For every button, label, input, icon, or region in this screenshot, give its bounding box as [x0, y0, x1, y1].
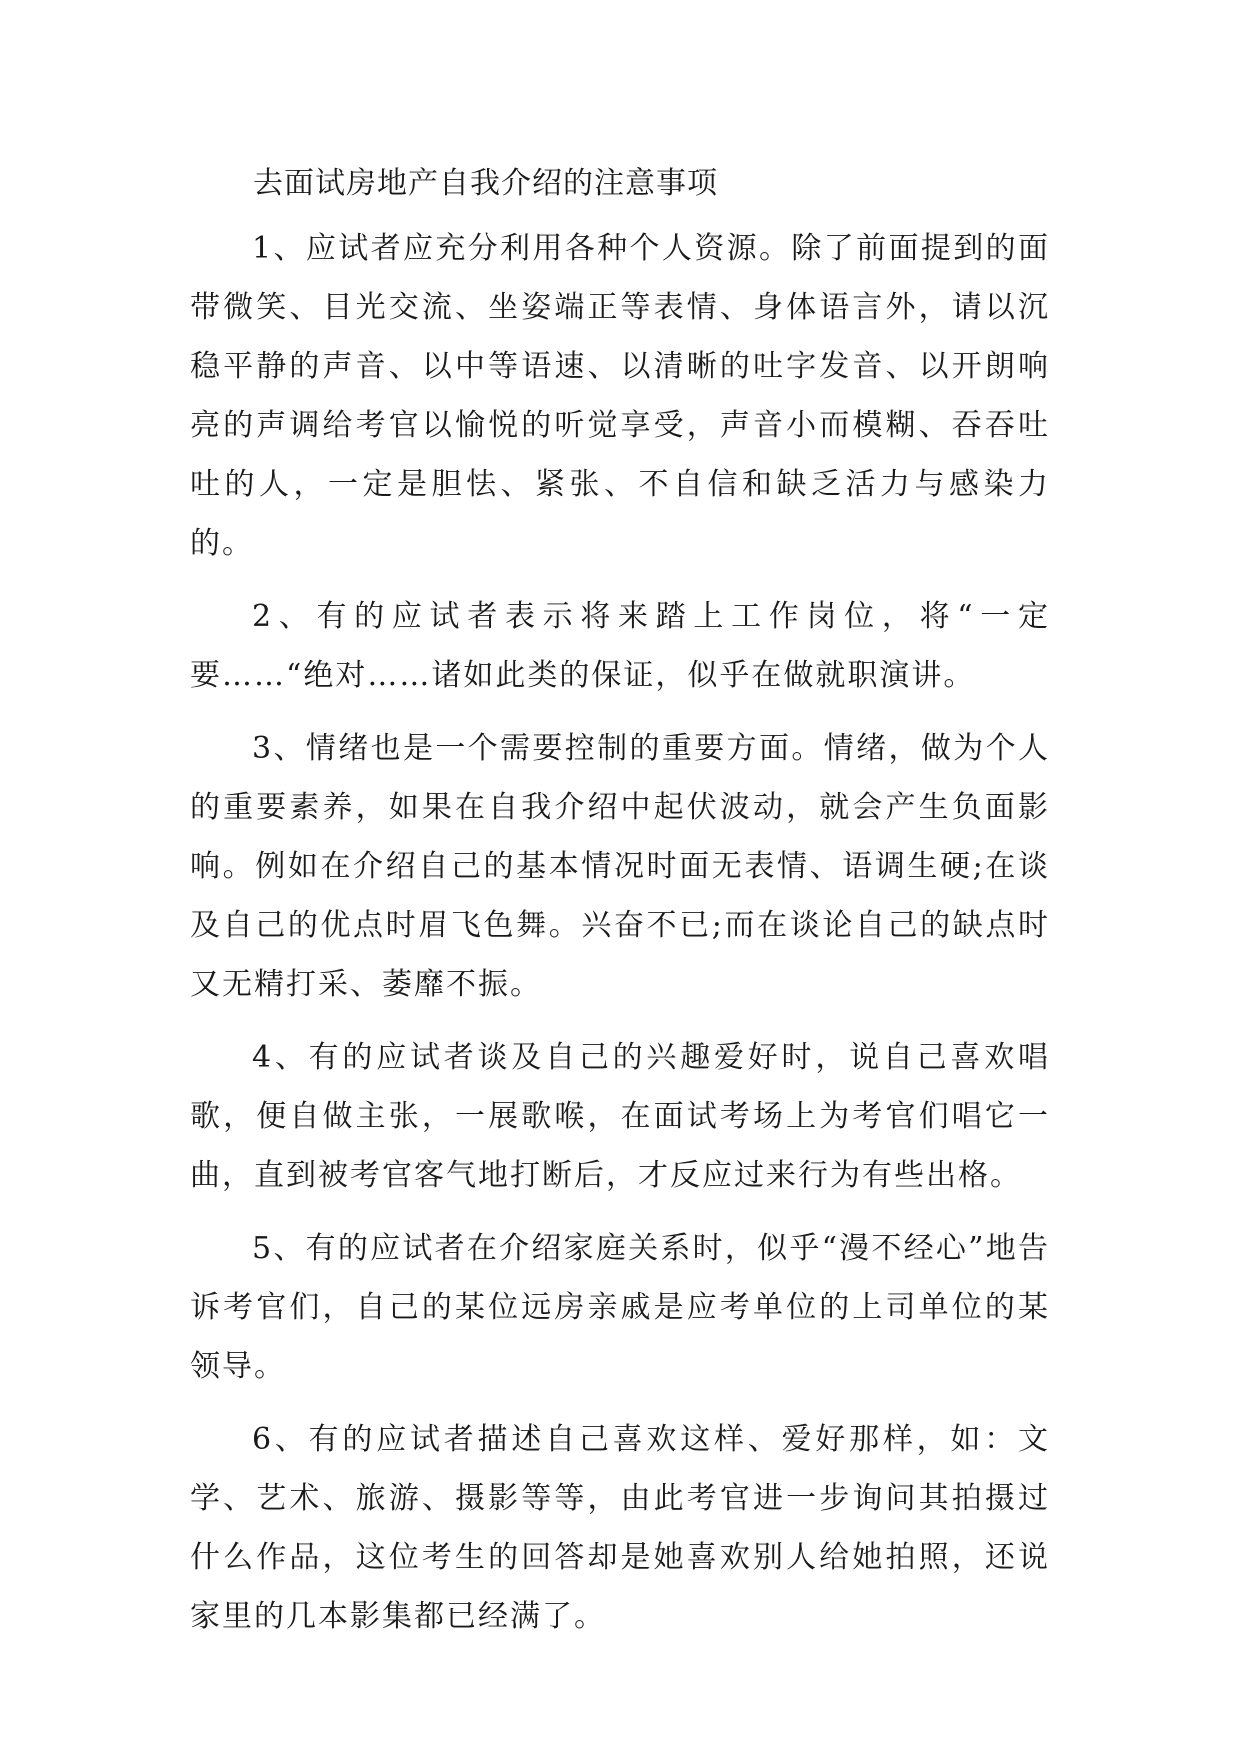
- paragraph-4: 4、有的应试者谈及自己的兴趣爱好时，说自己喜欢唱歌，便自做主张，一展歌喉，在面试考场上为考官们唱它一曲，直到被考官客气地打断后，才反应过来行为有些出格。: [190, 1040, 1050, 1193]
- paragraph-1: 1、应试者应充分利用各种个人资源。除了前面提到的面带微笑、目光交流、坐姿端正等表情、身体语言外，请以沉稳平静的声音、以中等语速、以清晰的吐字发音、以开朗响亮的声调给考官以愉悦的听觉享受，声音小而模糊、吞吞吐吐的人，一定是胆怯、紧张、不自信和缺乏活力与感染力的。: [190, 231, 1050, 561]
- paragraph-6: 6、有的应试者描述自己喜欢这样、爱好那样，如：文学、艺术、旅游、摄影等等，由此考官进一步询问其拍摄过什么作品，这位考生的回答却是她喜欢别人给她拍照，还说家里的几本影集都已经满了。: [190, 1422, 1050, 1634]
- paragraph-gap: [190, 1205, 1050, 1219]
- paragraph-5: 5、有的应试者在介绍家庭关系时，似乎“漫不经心”地告诉考官们，自己的某位远房亲戚是应考单位的上司单位的某领导。: [190, 1231, 1050, 1384]
- document-title: 去面试房地产自我介绍的注意事项: [253, 166, 718, 201]
- paragraph-gap: [190, 573, 1050, 587]
- document-page: [190, 155, 1050, 1646]
- paragraph-3: 3、情绪也是一个需要控制的重要方面。情绪，做为个人的重要素养，如果在自我介绍中起伏波动，就会产生负面影响。例如在介绍自己的基本情况时面无表情、语调生硬;在谈及自己的优点时眉飞色舞。兴奋不已;而在谈论自己的缺点时又无精打采、萎靡不振。: [190, 731, 1050, 1002]
- paragraph-2: 2、有的应试者表示将来踏上工作岗位，将“一定要……“绝对……诸如此类的保证，似乎在做就职演讲。: [190, 599, 1050, 693]
- paragraph-gap: [190, 705, 1050, 719]
- paragraph-gap: [190, 1396, 1050, 1410]
- paragraph-gap: [190, 1014, 1050, 1028]
